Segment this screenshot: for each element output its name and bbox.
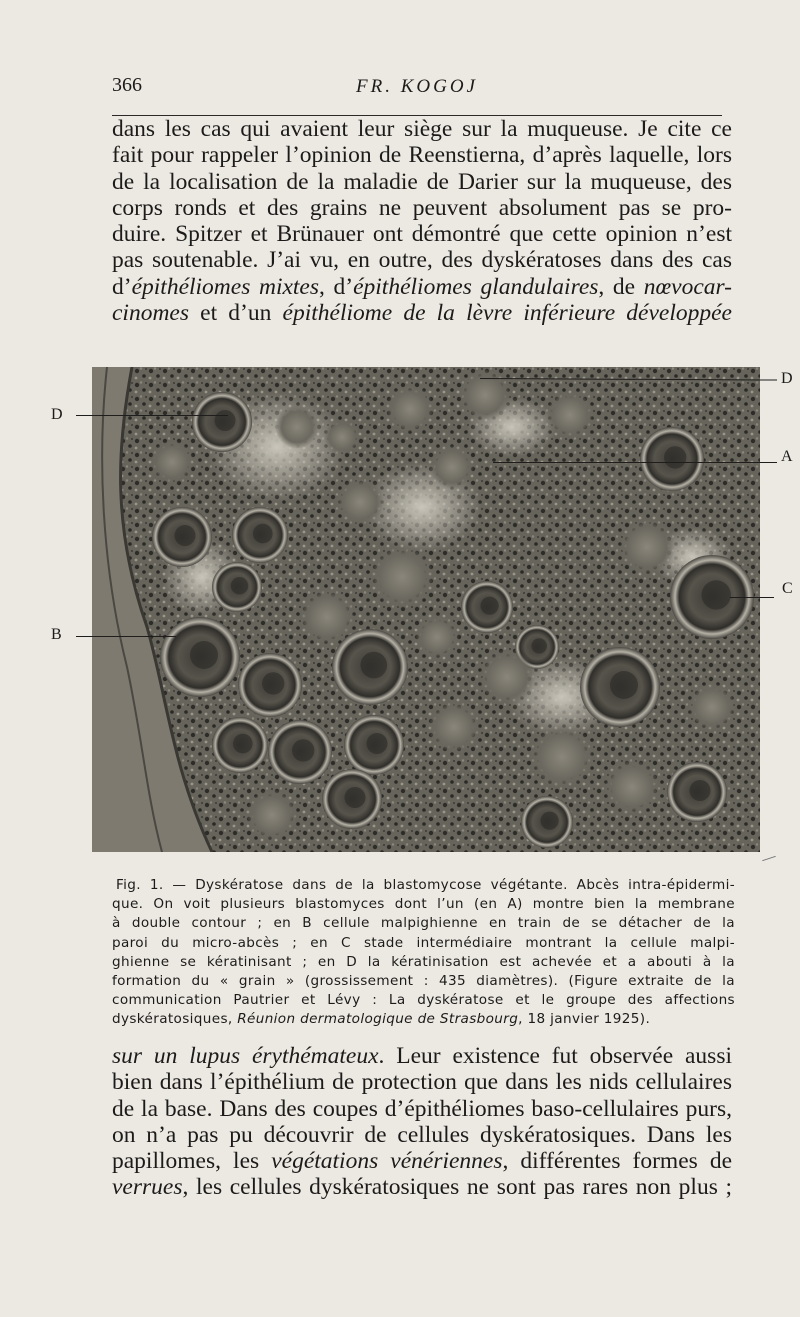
micrograph-nucleus [610,671,638,699]
micrograph-blob [246,789,298,841]
micrograph-nucleus [367,733,388,754]
micrograph-blob [150,440,194,484]
micrograph-blob [275,405,319,449]
caption-line: à double contour ; en B cellule malpighienne en train de se détacher de la [112,915,735,932]
text-line: verrues, les cellules dyskératosiques ne sont pas rares non plus ; [112,1174,732,1201]
paragraph-bottom [112,1043,732,1201]
leader-line-d-left [76,415,228,416]
micrograph-blob [386,385,434,433]
micrograph-blob [530,725,594,789]
micrograph-blob [299,589,355,645]
micrograph-nucleus [361,652,388,679]
micrograph-blob [415,615,459,659]
micrograph-nucleus [262,672,284,694]
caption-line: formation du « grain » (grossissement : 435 diamètres). (Figure extraite de la [112,972,735,989]
text-line: papillomes, les végétations vénériennes, différentes formes de [112,1148,732,1175]
micrograph-blob [459,369,511,421]
micrograph-nucleus [190,641,218,669]
caption-line: Fig. 1. — Dyskératose dans de la blastomycose végétante. Abcès intra-épidermi- [116,877,735,893]
micrograph-nucleus [292,739,314,761]
micrograph-nucleus [532,638,547,653]
text-line: cinomes et d’un épithéliome de la lèvre inférieure développée [112,300,732,327]
label-c-right: C [782,580,793,597]
micrograph-blob [430,445,474,489]
label-b-left: B [51,626,62,643]
label-d-right: D [781,370,793,387]
page-number: 366 [112,74,142,96]
micrograph-blob [428,701,480,753]
micrograph-nucleus [175,525,196,546]
caption-line: paroi du micro-abcès ; en C stade intermédiaire montrant la cellule malpi- [112,934,735,951]
micrograph-blob [324,419,360,455]
micrograph-nucleus [481,597,499,615]
leader-line-b-left [76,636,176,637]
text-line: on n’a pas pu découvrir de cellules dyskératosiques. Dans les [112,1121,732,1148]
text-line: d’épithéliomes mixtes, d’épithéliomes glandulaires, de nœvocar- [112,273,733,300]
micrograph-nucleus [702,580,731,609]
text-line: bien dans l’épithélium de protection que dans les nids cellulaires [112,1069,732,1096]
text-line: pas soutenable. J’ai vu, en outre, des dyskératoses dans des cas [112,247,732,274]
micrograph-nucleus [664,446,686,468]
micrograph-blob [336,478,384,526]
text-line: dans les cas qui avaient leur siège sur la muqueuse. Je cite ce [112,116,732,142]
micrograph-nucleus [541,812,559,830]
text-line: fait pour rappeler l’opinion de Reenstierna, d’après laquelle, lors [112,142,732,169]
micrograph-nucleus [253,524,273,544]
micrograph-nucleus [215,410,236,431]
figure-caption [112,876,735,1030]
micrograph-blob [619,519,675,575]
text-line: de la base. Dans des coupes d’épithéliomes baso-cellulaires purs, [112,1095,732,1122]
micrograph-blob [479,649,535,705]
text-line: duire. Spitzer et Brünauer ont démontré que cette opinion n’est [112,221,732,248]
micrograph-nucleus [233,734,253,754]
micrograph-nucleus [231,577,249,595]
micrograph-blob [546,391,594,439]
micrograph-blob [370,545,434,609]
running-header-author: FR. KOGOJ [356,76,478,97]
label-d-left: D [51,406,63,423]
label-a-right: A [781,448,793,465]
micrograph-nucleus [345,787,366,808]
caption-line: ghienne se kératinisant ; en D la kératinisation est achevée et a abouti à la [112,953,735,970]
paragraph-top [112,116,732,326]
micrograph-nucleus [690,780,711,801]
micrograph-blob [688,683,736,731]
crop-mark [762,856,776,861]
text-line: corps ronds et des grains ne peuvent absolument pas se pro- [112,194,732,221]
text-line: de la localisation de la maladie de Darier sur la muqueuse, des [112,168,732,195]
leader-line-c-right [730,597,774,598]
caption-line: dyskératosiques, Réunion dermatologique de Strasbourg, 18 janvier 1925). [112,1011,651,1028]
text-line: sur un lupus érythémateux. Leur existence fut observée aussi [112,1043,732,1069]
leader-line-a-right [493,462,777,463]
caption-line: communication Pautrier et Lévy : La dyskératose et le groupe des affections [112,992,735,1009]
micrograph-blob [604,759,660,815]
caption-line: que. On voit plusieurs blastomyces dont l’un (en A) montre bien la membrane [112,896,735,913]
micrograph-figure [92,367,760,852]
